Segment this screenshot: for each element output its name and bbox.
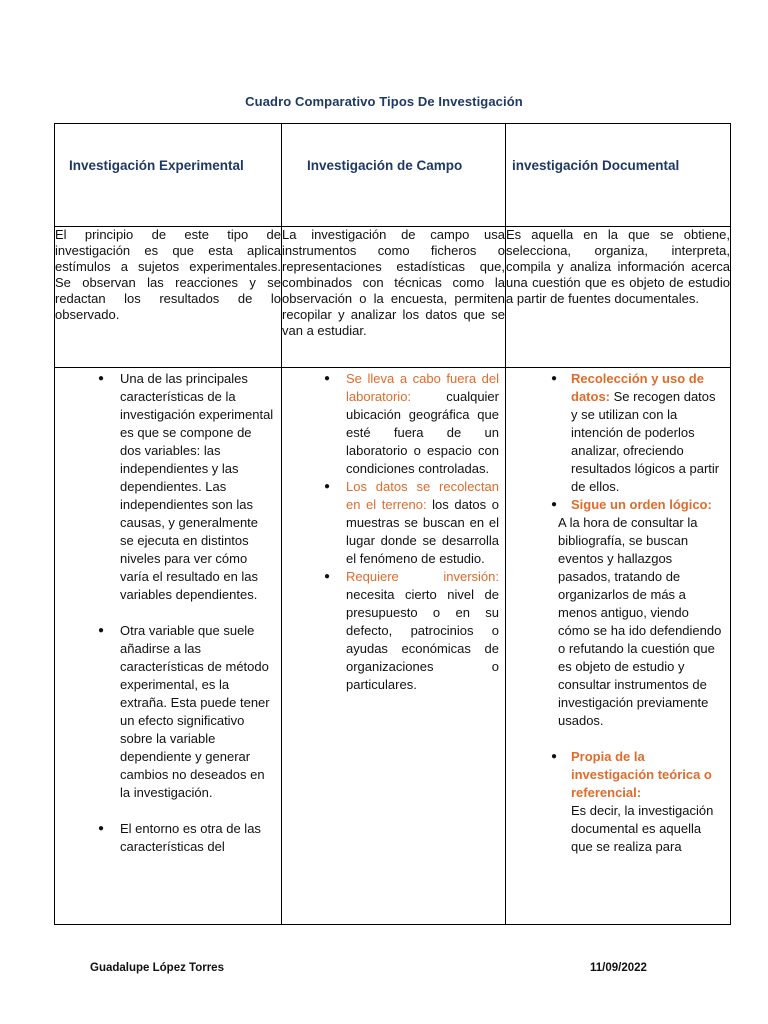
list-item: ● Sigue un orden lógico: A la hora de consultar la bibliografía, se buscan eventos y hallazgos pasados, tratando de organizarlos de más a menos antiguo, viendo cómo se ha ido defendiendo o refutando la cuestión que es objeto de estudio y consultar instrumentos de investigación previamente usados. — [551, 497, 722, 728]
list-item: ● Una de las principales características de la investigación experimental es que se compone de dos variables: las independientes y las dependientes. Las independientes son las causas, y generalmente se ejecuta en distintos niveles para ver cómo varía el resultado en las variables dependientes. — [98, 371, 274, 602]
description-documental: Es aquella en la que se obtiene, selecciona, organiza, interpreta, compila y analiza información acerca una cuestión que es objeto de estudio a partir de fuentes documentales. — [506, 227, 731, 368]
bullet-icon: ● — [98, 373, 105, 384]
details-experimental — [55, 368, 282, 925]
bullet-icon: ● — [324, 571, 331, 582]
list-item: ● Recolección y uso de datos: Se recogen datos y se utilizan con la intención de poderlos analizar, ofreciendo resultados lógicos a partir de ellos. — [551, 371, 720, 494]
details-documental — [506, 368, 731, 925]
comparison-table — [54, 123, 731, 925]
description-experimental: El principio de este tipo de investigación es que esta aplica estímulos a sujetos experimentales. Se observan las reacciones y se redactan los resultados de lo observado. — [55, 227, 282, 368]
list-item: ● Otra variable que suele añadirse a las características de método experimental, es la extraña. Esta puede tener un efecto significativo sobre la variable dependiente y generar cambios no deseados en la investigación. — [98, 623, 270, 800]
description-campo: La investigación de campo usa instrumentos como ficheros o representaciones estadísticas que, combinados con técnicas como la observación o la encuesta, permiten recopilar y analizar los datos que se van a estudiar. — [282, 227, 506, 368]
details-row — [55, 368, 731, 925]
campo-list — [282, 368, 505, 694]
list-item: ● Se lleva a cabo fuera del laboratorio: cualquier ubicación geográfica que esté fuera de un laboratorio o espacio con condiciones controladas. — [324, 371, 499, 476]
bullet-icon: ● — [98, 625, 105, 636]
header-experimental: Investigación Experimental — [55, 124, 282, 227]
experimental-list — [55, 368, 281, 856]
bullet-icon: ● — [98, 823, 105, 834]
list-item: ● Requiere inversión: necesita cierto nivel de presupuesto o en su defecto, patrocinios o ayudas económicas de organizaciones o particulares. — [324, 569, 499, 692]
footer-author: Guadalupe López Torres — [90, 962, 224, 974]
bullet-icon: ● — [324, 373, 331, 384]
document-title: Cuadro Comparativo Tipos De Investigación — [245, 94, 523, 109]
bullet-icon: ● — [551, 751, 558, 762]
list-item: ● Los datos se recolectan en el terreno: los datos o muestras se buscan en el lugar donde se desarrolla el fenómeno de estudio. — [324, 479, 499, 566]
header-documental: investigación Documental — [506, 124, 731, 227]
header-campo: Investigación de Campo — [282, 124, 506, 227]
bullet-icon: ● — [551, 499, 558, 510]
bullet-icon: ● — [551, 373, 558, 384]
details-campo — [282, 368, 506, 925]
description-row — [55, 227, 731, 368]
list-item: ● Propia de la investigación teórica o referencial: Es decir, la investigación documental es aquella que se realiza para — [551, 749, 714, 854]
list-item: ● El entorno es otra de las características del — [98, 821, 261, 854]
footer-date: 11/09/2022 — [590, 962, 647, 974]
documental-list — [506, 368, 730, 856]
header-row — [55, 124, 731, 227]
bullet-icon: ● — [324, 481, 331, 492]
